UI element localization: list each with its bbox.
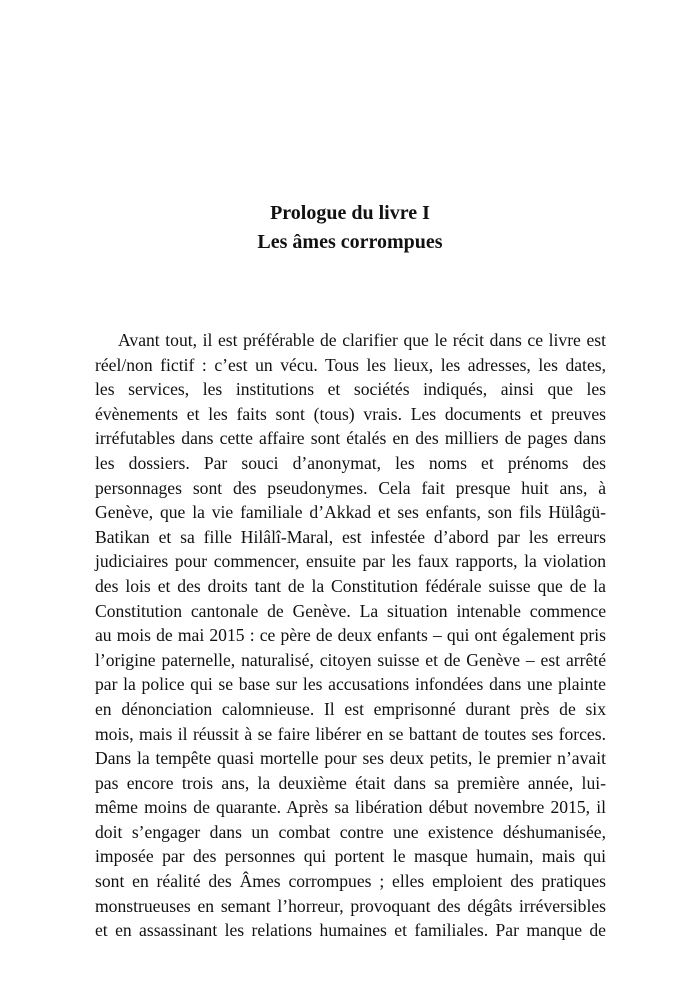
chapter-subtitle: Les âmes corrompues <box>257 231 443 253</box>
text-line: évènements et les faits sont (tous) vrais. Les documents et preuves <box>95 403 606 424</box>
text-line: Genève, que la vie familiale d’Akkad et ses enfants, son fils Hülâgü- <box>95 502 606 523</box>
text-line: sont en réalité des Âmes corrompues ; elles emploient des pratiques <box>95 871 606 892</box>
text-line: les services, les institutions et sociétés indiqués, ainsi que les <box>95 379 606 400</box>
text-line: mois, mais il réussit à se faire libérer en se battant de toutes ses forces. <box>95 723 606 744</box>
text-line: doit s’engager dans un combat contre une existence déshumanisée, <box>95 821 606 842</box>
prologue-paragraph <box>95 328 606 943</box>
text-line: et en assassinant les relations humaines et familiales. Par manque de <box>95 920 606 941</box>
text-line: Constitution cantonale de Genève. La situation intenable commence <box>95 600 606 621</box>
text-line: les dossiers. Par souci d’anonymat, les noms et prénoms des <box>95 452 606 473</box>
text-line: pas encore trois ans, la deuxième était dans sa première année, lui- <box>95 772 606 793</box>
text-line: judiciaires pour commencer, ensuite par les faux rapports, la violation <box>95 551 606 572</box>
text-line: en dénonciation calomnieuse. Il est emprisonné durant près de six <box>95 698 606 719</box>
text-line: l’origine paternelle, naturalisé, citoyen suisse et de Genève – est arrêté <box>95 649 606 670</box>
text-line: des lois et des droits tant de la Constitution fédérale suisse que de la <box>95 575 606 596</box>
text-line: réel/non fictif : c’est un vécu. Tous les lieux, les adresses, les dates, <box>95 354 606 375</box>
text-line: Batikan et sa fille Hilâlî-Maral, est infestée d’abord par les erreurs <box>95 526 606 547</box>
text-line: Dans la tempête quasi mortelle pour ses deux petits, le premier n’avait <box>95 748 606 769</box>
text-line: par la police qui se base sur les accusations infondées dans une plainte <box>95 674 606 695</box>
text-line: imposée par des personnes qui portent le masque humain, mais qui <box>95 846 606 867</box>
text-line: irréfutables dans cette affaire sont étalés en des milliers de pages dans <box>95 428 606 449</box>
text-line: au mois de mai 2015 : ce père de deux enfants – qui ont également pris <box>95 625 606 646</box>
chapter-heading <box>0 199 700 257</box>
text-line: monstrueuses en semant l’horreur, provoquant des dégâts irréversibles <box>95 895 606 916</box>
chapter-title: Prologue du livre I <box>270 202 430 224</box>
text-line: même moins de quarante. Après sa libération début novembre 2015, il <box>95 797 606 818</box>
text-line: Avant tout, il est préférable de clarifier que le récit dans ce livre est <box>118 330 606 350</box>
text-line: personnages sont des pseudonymes. Cela fait presque huit ans, à <box>95 477 606 498</box>
